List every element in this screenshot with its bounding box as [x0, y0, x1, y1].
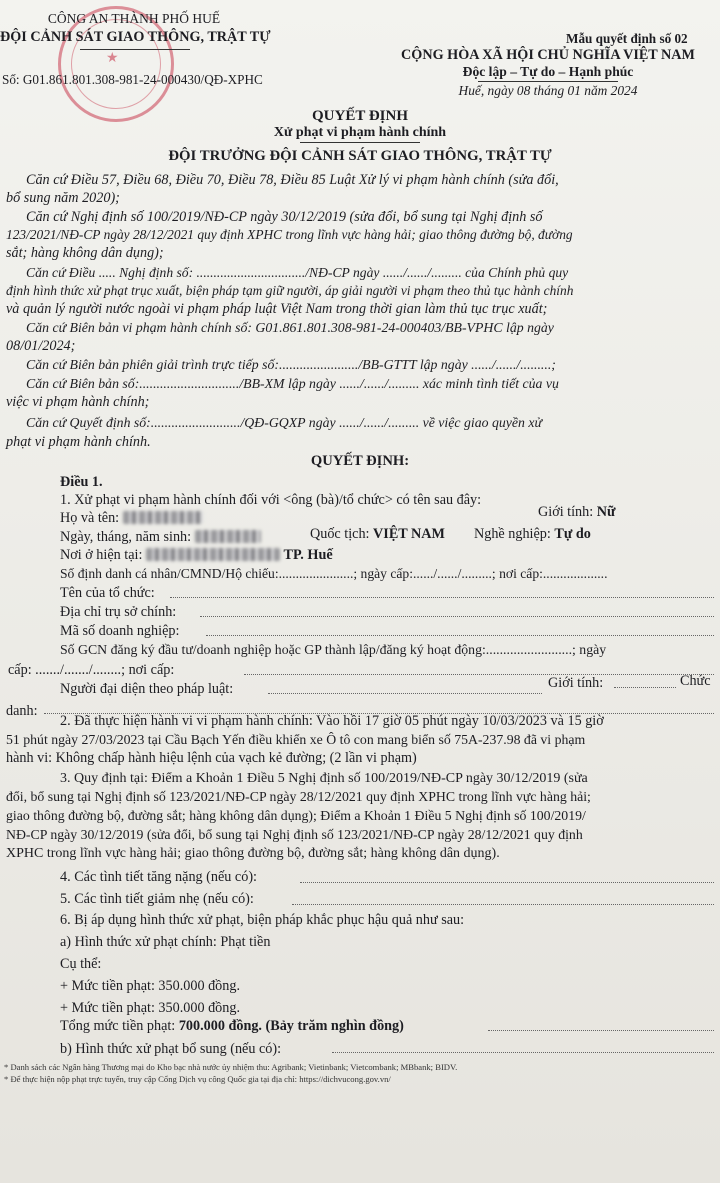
basis-line: Căn cứ Nghị định số 100/2019/NĐ-CP ngày 30/12/2019 (sửa đổi, bổ sung tại Nghị định số — [26, 209, 543, 225]
item6a: a) Hình thức xử phạt chính: Phạt tiền — [60, 934, 271, 950]
org-name-dots — [170, 597, 714, 598]
item3-line: đổi, bổ sung tại Nghị định số 123/2021/NĐ-CP ngày 28/12/2021 quy định XPHC trong lĩnh vực hàng hải; — [6, 789, 591, 804]
authority-title: ĐỘI TRƯỞNG ĐỘI CẢNH SÁT GIAO THÔNG, TRẬT TỰ — [168, 148, 552, 164]
title-underline — [300, 142, 420, 143]
item3-line: NĐ-CP ngày 30/12/2019 (sửa đổi, bổ sung tại Nghị định số 123/2021/NĐ-CP ngày 28/12/2021 quy định — [6, 827, 583, 842]
rep-gender-label: Giới tính: — [548, 675, 604, 691]
total-fine: Tổng mức tiền phạt: 700.000 đồng. (Bảy trăm nghìn đồng) — [60, 1018, 404, 1034]
basis-line: 08/01/2024; — [6, 338, 76, 354]
fine-line: + Mức tiền phạt: 350.000 đồng. — [60, 978, 241, 994]
basis-line: Căn cứ Điều ..... Nghị định số: ................................/NĐ-CP ngày ....../....../......... của Chính phủ quy — [26, 265, 569, 280]
dob-field: Ngày, tháng, năm sinh: — [60, 528, 261, 546]
item6b: b) Hình thức xử phạt bổ sung (nếu có): — [60, 1041, 282, 1057]
redacted-name — [123, 511, 203, 524]
place-date: Huế, ngày 08 tháng 01 năm 2024 — [458, 83, 638, 98]
seal-star-icon: ★ — [106, 51, 119, 66]
basis-line: Căn cứ Điều 57, Điều 68, Điều 70, Điều 78, Điều 85 Luật Xử lý vi phạm hành chính (sửa đổi, — [26, 172, 559, 188]
item4-dots — [300, 882, 714, 883]
item6: 6. Bị áp dụng hình thức xử phạt, biện pháp khắc phục hậu quả như sau: — [60, 912, 465, 928]
rep-title-label: Chức — [680, 673, 711, 689]
residence-field: Nơi ở hiện tại: TP. Huế — [60, 547, 333, 563]
tax-code-dots — [206, 635, 714, 636]
id-line: Số định danh cá nhân/CMND/Hộ chiếu:......................; ngày cấp:....../....../.........; nơi cấp:................... — [60, 566, 608, 581]
occupation-field: Nghề nghiệp: Tự do — [474, 526, 591, 542]
motto: Độc lập – Tự do – Hạnh phúc — [462, 64, 634, 79]
basis-line: Căn cứ Biên bản số:............................./BB-XM lập ngày ....../....../......... xác minh tình tiết của vụ — [26, 376, 559, 391]
item5-dots — [292, 904, 714, 905]
decision-heading: QUYẾT ĐỊNH: — [310, 453, 410, 469]
rep-label: Người đại diện theo pháp luật: — [60, 681, 234, 697]
org-address-dots — [200, 616, 714, 617]
redacted-address — [146, 548, 280, 561]
agency-unit: ĐỘI CẢNH SÁT GIAO THÔNG, TRẬT TỰ — [0, 29, 271, 45]
fine-line: + Mức tiền phạt: 350.000 đồng. — [60, 1000, 241, 1016]
gcn-line: Số GCN đăng ký đầu tư/doanh nghiệp hoặc GP thành lập/đăng ký hoạt động:.........................; ngày — [60, 642, 607, 657]
basis-line: sắt; hàng không dân dụng); — [6, 245, 164, 261]
rep-dots — [268, 693, 542, 694]
basis-line: Căn cứ Biên bản vi phạm hành chính số: G01.861.801.308-981-24-000403/BB-VPHC lập ngày — [26, 320, 554, 335]
item2-line: 51 phút ngày 27/03/2023 tại Cầu Bạch Yến điều khiển xe Ô tô con mang biển số 75A-237.98 đã vi phạm — [6, 732, 586, 747]
basis-line: và quản lý người nước ngoài vi phạm pháp luật Việt Nam trong thời gian làm thủ tục trục xuất; — [6, 301, 548, 317]
agency-top: CÔNG AN THÀNH PHỐ HUẾ — [47, 11, 221, 26]
item2-line: hành vi: Không chấp hành hiệu lệnh của vạch kẻ đường; (2 lần vi phạm) — [6, 750, 417, 766]
org-name-label: Tên của tổ chức: — [60, 585, 155, 601]
nationality-field: Quốc tịch: VIỆT NAM — [310, 526, 445, 542]
name-label: Họ và tên: — [60, 509, 203, 527]
article-heading: Điều 1. — [60, 474, 103, 490]
agency-underline — [80, 49, 190, 50]
item2-line: 2. Đã thực hiện hành vi vi phạm hành chính: Vào hồi 17 giờ 05 phút ngày 10/03/2023 và 15 giờ — [60, 713, 604, 729]
item6b-dots — [332, 1052, 714, 1053]
gender-field: Giới tính: Nữ — [538, 504, 616, 520]
issue-line: cấp: ......./......./........; nơi cấp: — [8, 662, 175, 678]
basis-line: bổ sung năm 2020); — [6, 190, 120, 206]
total-dots — [488, 1030, 714, 1031]
issue-place-dots — [244, 674, 714, 675]
form-label: Mẫu quyết định số 02 — [566, 31, 688, 46]
item3-line: giao thông đường bộ, đường sắt; hàng không dân dụng); Điểm a Khoản 1 Điều 5 Nghị định số 100/2019/ — [6, 808, 586, 823]
item1-intro: 1. Xử phạt vi phạm hành chính đối với <ông (bà)/tổ chức> có tên sau đây: — [60, 492, 482, 508]
item3-line: 3. Quy định tại: Điểm a Khoản 1 Điều 5 Nghị định số 100/2019/NĐ-CP ngày 30/12/2019 (sửa — [60, 771, 588, 786]
tax-code-label: Mã số doanh nghiệp: — [60, 623, 180, 639]
basis-line: phạt vi phạm hành chính. — [6, 434, 151, 450]
footnote: * Để thực hiện nộp phạt trực tuyến, truy cập Cổng Dịch vụ công Quốc gia tại địa chỉ: https://dichvucong.gov.vn/ — [4, 1074, 391, 1084]
basis-line: 123/2021/NĐ-CP ngày 28/12/2021 quy định XPHC trong lĩnh vực hàng hải; giao thông đường bộ, đường — [6, 227, 573, 242]
org-address-label: Địa chỉ trụ sở chính: — [60, 604, 177, 620]
basis-line: định hình thức xử phạt trục xuất, biện pháp tạm giữ người, áp giải người vi phạm theo thủ tục hành chính — [6, 283, 574, 298]
basis-line: Căn cứ Biên bản phiên giải trình trực tiếp số:......................./BB-GTTT lập ngày ....../....../.........; — [26, 357, 556, 372]
rep-gender-dots — [614, 687, 676, 688]
basis-line: việc vi phạm hành chính; — [6, 394, 150, 410]
rep-title-cont: danh: — [6, 703, 38, 719]
item3-line: XPHC trong lĩnh vực hàng hải; giao thông đường bộ, đường sắt; hàng không dân dụng). — [6, 846, 500, 861]
nation-title: CỘNG HÒA XÃ HỘI CHỦ NGHĨA VIỆT NAM — [401, 47, 695, 63]
detail-label: Cụ thể: — [60, 956, 102, 972]
document-number: Số: G01.861.801.308-981-24-000430/QĐ-XPHC — [2, 72, 263, 87]
footnote: * Danh sách các Ngân hàng Thương mại do Kho bạc nhà nước ủy nhiệm thu: Agribank; Vietinbank; Vietcombank; MBbank; BIDV. — [4, 1062, 458, 1072]
item5: 5. Các tình tiết giảm nhẹ (nếu có): — [60, 891, 254, 907]
decision-subtitle: Xử phạt vi phạm hành chính — [273, 125, 447, 140]
redacted-dob — [195, 530, 261, 543]
decision-title: QUYẾT ĐỊNH — [312, 108, 408, 124]
basis-line: Căn cứ Quyết định số:........................../QĐ-GQXP ngày ....../....../......... về việc giao quyền xử — [26, 415, 542, 430]
item4: 4. Các tình tiết tăng nặng (nếu có): — [60, 869, 257, 885]
